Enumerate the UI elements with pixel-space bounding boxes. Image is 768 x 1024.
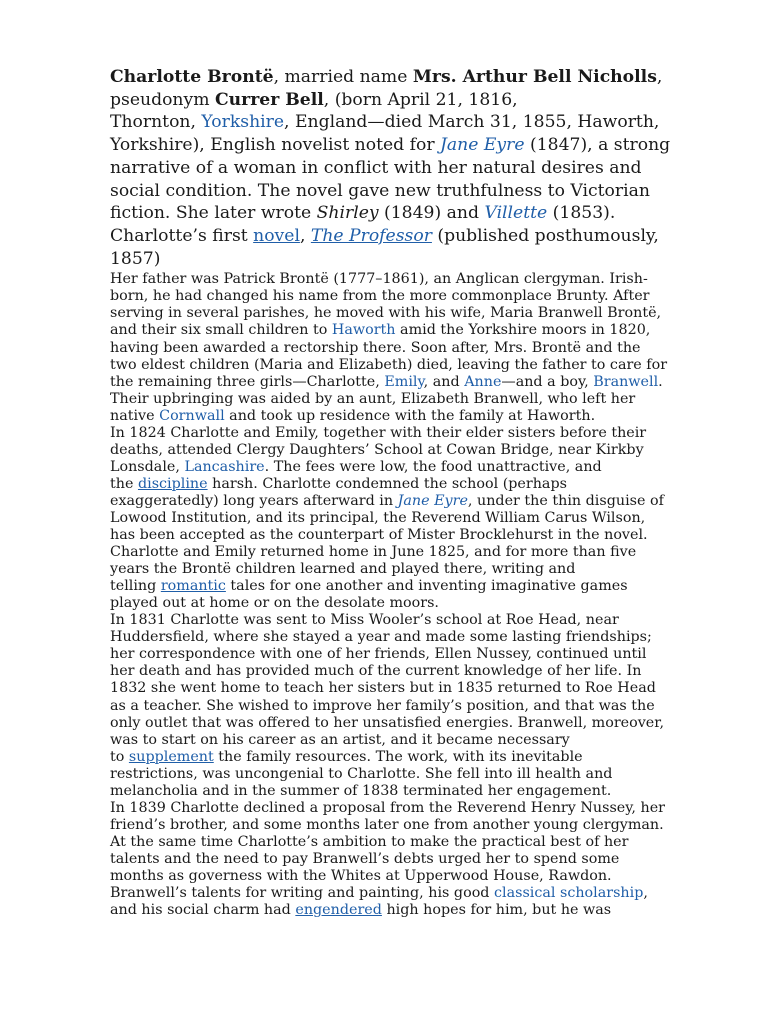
text-run: to bbox=[110, 748, 129, 765]
inline-link[interactable]: classical scholarship bbox=[494, 885, 644, 902]
text-run: amid the Yorkshire moors in 1820, bbox=[395, 322, 651, 339]
body-line bbox=[110, 817, 720, 834]
article bbox=[110, 66, 720, 919]
text-run: and took up residence with the family at Haworth. bbox=[224, 407, 596, 424]
body-line bbox=[110, 800, 720, 817]
text-run: (published posthumously, bbox=[431, 225, 659, 246]
text-run: only outlet that was offered to her unsatisfied energies. Branwell, moreover, bbox=[110, 714, 665, 731]
body-line bbox=[110, 663, 720, 680]
inline-link[interactable]: supplement bbox=[128, 748, 214, 765]
bold-text: Mrs. Arthur Bell Nicholls bbox=[412, 67, 657, 87]
text-run: Lowood Institution, and its principal, the Reverend William Carus Wilson, bbox=[110, 509, 646, 526]
lead-line bbox=[110, 202, 720, 225]
text-run: social condition. The novel gave new truthfulness to Victorian bbox=[110, 180, 650, 201]
text-run: Charlotte’s first bbox=[110, 225, 254, 246]
text-run: In 1831 Charlotte was sent to Miss Wooler’s school at Roe Head, near bbox=[110, 612, 619, 629]
lead-line bbox=[110, 157, 720, 180]
inline-link[interactable]: Villette bbox=[484, 203, 548, 224]
lead-line bbox=[110, 180, 720, 203]
body-line bbox=[110, 595, 720, 612]
inline-link[interactable]: Jane Eyre bbox=[397, 492, 468, 509]
lead-line bbox=[110, 225, 720, 248]
body-line bbox=[110, 374, 720, 391]
body-line bbox=[110, 612, 720, 629]
text-run: months as governess with the Whites at Upperwood House, Rawdon. bbox=[110, 867, 612, 884]
text-run: native bbox=[110, 407, 160, 424]
inline-link[interactable]: Anne bbox=[464, 373, 502, 390]
text-run: talents and the need to pay Branwell’s debts urged her to spend some bbox=[110, 850, 620, 867]
text-run: In 1839 Charlotte declined a proposal from the Reverend Henry Nussey, her bbox=[110, 799, 666, 816]
lead-line bbox=[110, 89, 720, 112]
text-run: friend’s brother, and some months later one from another young clergyman. bbox=[110, 816, 664, 833]
text-run: exaggeratedly) long years afterward in bbox=[110, 492, 398, 509]
body-line bbox=[110, 271, 720, 288]
body-text bbox=[110, 271, 720, 919]
body-line bbox=[110, 715, 720, 732]
text-run: melancholia and in the summer of 1838 terminated her engagement. bbox=[110, 782, 612, 799]
text-run: Thornton, bbox=[110, 112, 202, 133]
text-run: (1847), a strong bbox=[524, 135, 671, 156]
text-run: . The fees were low, the food unattractive, and bbox=[264, 458, 602, 475]
text-run: played out at home or on the desolate moors. bbox=[110, 595, 439, 612]
inline-link[interactable]: Emily bbox=[384, 373, 424, 390]
body-line bbox=[110, 578, 720, 595]
body-line bbox=[110, 391, 720, 408]
text-run: her death and has provided much of the current knowledge of her life. In bbox=[110, 663, 642, 680]
text-run: , married name bbox=[273, 67, 413, 87]
body-line bbox=[110, 305, 720, 322]
body-line bbox=[110, 527, 720, 544]
body-line bbox=[110, 510, 720, 527]
body-line bbox=[110, 459, 720, 476]
body-line bbox=[110, 544, 720, 561]
inline-link[interactable]: Haworth bbox=[331, 322, 396, 339]
text-run: deaths, attended Clergy Daughters’ School at Cowan Bridge, near Kirkby bbox=[110, 441, 644, 458]
text-run: —and a boy, bbox=[501, 373, 594, 390]
body-line bbox=[110, 442, 720, 459]
text-run: restrictions, was uncongenial to Charlotte. She fell into ill health and bbox=[110, 765, 613, 782]
inline-link[interactable]: Jane Eyre bbox=[440, 135, 525, 156]
text-run: the bbox=[110, 475, 138, 492]
text-run: , and bbox=[423, 373, 465, 390]
text-run: , bbox=[643, 885, 648, 902]
body-line bbox=[110, 357, 720, 374]
italic-text: Shirley bbox=[316, 203, 379, 224]
body-line bbox=[110, 288, 720, 305]
inline-link[interactable]: romantic bbox=[160, 578, 226, 595]
text-run: 1832 she went home to teach her sisters but in 1835 returned to Roe Head bbox=[110, 680, 656, 697]
text-run: Charlotte and Emily returned home in June 1825, and for more than five bbox=[110, 544, 637, 561]
text-run: 1857) bbox=[110, 248, 161, 269]
lead-line bbox=[110, 248, 720, 271]
body-line bbox=[110, 749, 720, 766]
body-line bbox=[110, 476, 720, 493]
body-line bbox=[110, 493, 720, 510]
text-run: (1853). bbox=[547, 203, 616, 224]
lead-paragraph bbox=[110, 66, 720, 270]
body-line bbox=[110, 629, 720, 646]
text-run: . bbox=[658, 373, 663, 390]
text-run: high hopes for him, but he was bbox=[381, 902, 612, 919]
text-run: two eldest children (Maria and Elizabeth) died, leaving the father to care for bbox=[110, 356, 668, 373]
inline-link[interactable]: novel bbox=[253, 225, 300, 246]
text-run: At the same time Charlotte’s ambition to make the practical best of her bbox=[110, 833, 629, 850]
text-run: telling bbox=[110, 578, 161, 595]
inline-link[interactable]: Cornwall bbox=[159, 407, 225, 424]
inline-link[interactable]: The Professor bbox=[310, 225, 432, 246]
text-run: the family resources. The work, with its inevitable bbox=[213, 748, 583, 765]
text-run: Lonsdale, bbox=[110, 458, 185, 475]
body-line bbox=[110, 766, 720, 783]
body-line bbox=[110, 340, 720, 357]
lead-line bbox=[110, 111, 720, 134]
body-line bbox=[110, 646, 720, 663]
body-line bbox=[110, 425, 720, 442]
body-line bbox=[110, 680, 720, 697]
text-run: In 1824 Charlotte and Emily, together with their elder sisters before their bbox=[110, 424, 647, 441]
text-run: Branwell’s talents for writing and painting, his good bbox=[110, 885, 494, 902]
text-run: years the Brontë children learned and played there, writing and bbox=[110, 561, 576, 578]
text-run: and his social charm had bbox=[110, 902, 296, 919]
body-line bbox=[110, 902, 720, 919]
lead-line bbox=[110, 134, 720, 157]
body-line bbox=[110, 698, 720, 715]
inline-link[interactable]: Yorkshire bbox=[201, 112, 285, 133]
text-run: was to start on his career as an artist, and it became necessary bbox=[110, 731, 570, 748]
lead-line bbox=[110, 66, 720, 89]
text-run: the remaining three girls—Charlotte, bbox=[110, 373, 385, 390]
text-run: as a teacher. She wished to improve her family’s position, and that was the bbox=[110, 697, 655, 714]
text-run: having been awarded a rectorship there. Soon after, Mrs. Brontë and the bbox=[110, 339, 641, 356]
body-line bbox=[110, 732, 720, 749]
body-line bbox=[110, 783, 720, 800]
text-run: born, he had changed his name from the more commonplace Brunty. After bbox=[110, 288, 650, 305]
inline-link[interactable]: engendered bbox=[295, 902, 382, 919]
inline-link[interactable]: Branwell bbox=[593, 373, 659, 390]
text-run: , bbox=[656, 67, 663, 87]
text-run: Her father was Patrick Brontë (1777–1861), an Anglican clergyman. Irish- bbox=[110, 271, 648, 288]
text-run: Huddersfield, where she stayed a year and made some lasting friendships; bbox=[110, 629, 652, 646]
text-run: , bbox=[299, 225, 311, 246]
text-run: Yorkshire), English novelist noted for bbox=[110, 135, 441, 156]
text-run: tales for one another and inventing imaginative games bbox=[225, 578, 628, 595]
body-line bbox=[110, 885, 720, 902]
text-run: harsh. Charlotte condemned the school (perhaps bbox=[207, 475, 567, 492]
body-line bbox=[110, 408, 720, 425]
body-line bbox=[110, 561, 720, 578]
body-line bbox=[110, 834, 720, 851]
text-run: narrative of a woman in conflict with her natural desires and bbox=[110, 157, 642, 178]
body-line bbox=[110, 851, 720, 868]
text-run: , under the thin disguise of bbox=[467, 492, 664, 509]
inline-link[interactable]: Lancashire bbox=[184, 458, 265, 475]
bold-text: Charlotte Brontë bbox=[110, 67, 274, 87]
body-line bbox=[110, 322, 720, 339]
text-run: pseudonym bbox=[110, 89, 215, 110]
text-run: , England—died March 31, 1855, Haworth, bbox=[284, 112, 660, 133]
body-line bbox=[110, 868, 720, 885]
inline-link[interactable]: discipline bbox=[137, 475, 208, 492]
text-run: (1849) and bbox=[378, 203, 485, 224]
text-run: has been accepted as the counterpart of Mister Brocklehurst in the novel. bbox=[110, 527, 648, 544]
bold-text: Currer Bell bbox=[214, 89, 324, 110]
text-run: and their six small children to bbox=[110, 322, 332, 339]
text-run: fiction. She later wrote bbox=[110, 203, 317, 224]
text-run: , (born April 21, 1816, bbox=[323, 89, 518, 110]
text-run: her correspondence with one of her friends, Ellen Nussey, continued until bbox=[110, 646, 647, 663]
text-run: Their upbringing was aided by an aunt, Elizabeth Branwell, who left her bbox=[110, 390, 636, 407]
text-run: serving in several parishes, he moved with his wife, Maria Branwell Brontë, bbox=[110, 305, 662, 322]
